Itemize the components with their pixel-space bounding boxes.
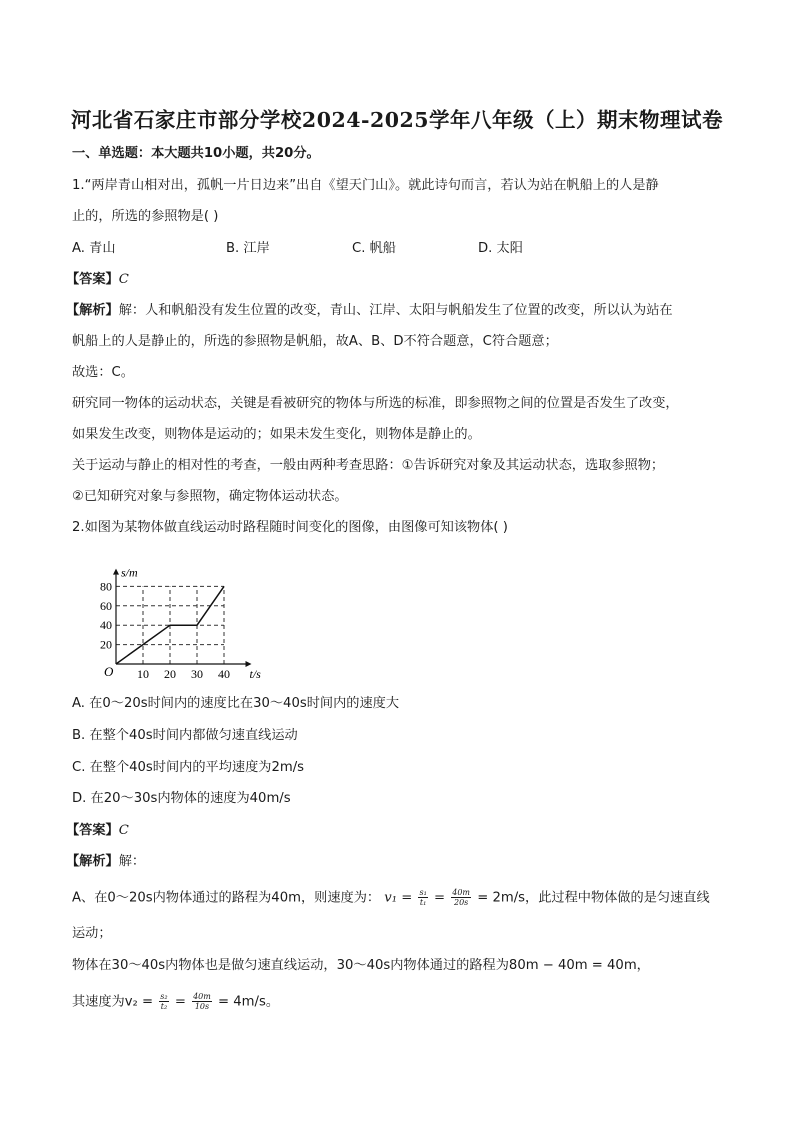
distance-time-chart <box>96 548 266 688</box>
q1-option-b: B. 江岸 <box>226 241 270 256</box>
y-axis-arrow <box>113 569 119 575</box>
analysis-intro: 解： <box>118 854 146 869</box>
q1-analysis-line5: 如果发生改变，则物体是运动的；如果未发生变化，则物体是静止的。 <box>72 427 481 442</box>
q2-analysis-a-line4: 其速度为v₂ = $\frac{\text{s₂}}{\text{t₂}}$ = $\frac{40m}{10s}$ = 4m/s。 <box>72 992 280 1011</box>
q1-analysis-line3: 故选：C。 <box>72 365 134 380</box>
analysis-text: A、在0～20s内物体通过的路程为40m，则速度为： <box>72 890 381 906</box>
q2-option-d: D. 在20～30s内物体的速度为40m/s <box>72 791 291 806</box>
q1-analysis-line2: 帆船上的人是静止的，所选的参照物是帆船，故A、B、D不符合题意，C符合题意； <box>72 334 558 349</box>
q1-answer <box>66 270 129 290</box>
analysis-tag: 【解析】 <box>66 854 119 869</box>
analysis-text: 其速度为v₂ = <box>72 994 154 1010</box>
q1-stem-line2: 止的，所选的参照物是( ) <box>72 209 219 224</box>
answer-value: C <box>118 823 129 838</box>
q1-option-d: D. 太阳 <box>478 241 523 256</box>
y-axis-label: s/m <box>121 565 138 580</box>
analysis-text: 解：人和帆船没有发生位置的改变，青山、江岸、太阳与帆船发生了位置的改变，所以认为站在 <box>118 303 673 318</box>
fraction-s2-t2: $\frac{\text{s₂}}{\text{t₂}}$ <box>160 992 168 1011</box>
x-tick-label: 20 <box>164 667 176 681</box>
x-axis-label: t/s <box>249 667 261 681</box>
q1-analysis-line4: 研究同一物体的运动状态，关键是看被研究的物体与所选的标准，即参照物之间的位置是否发生了改变， <box>72 396 679 411</box>
answer-tag: 【答案】 <box>66 272 119 287</box>
q2-stem: 2.如图为某物体做直线运动时路程随时间变化的图像，由图像可知该物体( ) <box>72 520 508 535</box>
fraction-40m-10s: $\frac{40m}{10s}$ <box>193 992 211 1011</box>
q2-analysis-a-line3: 物体在30～40s内物体也是做匀速直线运动，30～40s内物体通过的路程为80m − 40m = 40m， <box>72 958 650 973</box>
q1-option-c: C. 帆船 <box>352 241 396 256</box>
q1-option-a: A. 青山 <box>72 241 116 256</box>
q2-analysis-a-line2: 运动； <box>72 926 112 941</box>
q2-option-b: B. 在整个40s时间内都做匀速直线运动 <box>72 728 298 743</box>
q1-stem-line1: 1.“两岸青山相对出，孤帆一片日边来”出自《望天门山》。就此诗句而言，若认为站在帆船上的人是静 <box>72 178 659 193</box>
y-tick-label: 60 <box>100 598 112 613</box>
section-heading: 一、单选题：本大题共10小题，共20分。 <box>72 146 320 161</box>
analysis-tag: 【解析】 <box>66 303 119 318</box>
answer-tag: 【答案】 <box>66 823 119 838</box>
q2-answer <box>66 821 129 841</box>
y-tick-label: 40 <box>100 618 112 633</box>
q1-analysis-line7: ②已知研究对象与参照物，确定物体运动状态。 <box>72 489 348 504</box>
y-tick-label: 20 <box>100 637 112 652</box>
y-tick-label: 80 <box>100 579 112 594</box>
fraction-s1-t1: $\frac{\text{s₁}}{\text{t₁}}$ <box>419 888 427 907</box>
origin-label: O <box>104 664 114 679</box>
analysis-text: = 4m/s。 <box>218 994 280 1010</box>
analysis-text: = 2m/s，此过程中物体做的是匀速直线 <box>477 890 710 906</box>
q1-analysis-line1 <box>66 301 673 321</box>
q2-analysis-a-line1: A、在0～20s内物体通过的路程为40m，则速度为： v₁ = $\frac{\text{s₁}}{\text{t₁}}$ = $\frac{40m}{20s}$ = 2m/s，此过程中物体做的是匀速直线 <box>72 888 710 907</box>
x-tick-label: 40 <box>218 667 230 681</box>
x-tick-label: 10 <box>137 667 149 681</box>
chart-axes <box>113 569 252 667</box>
fraction-40m-20s: $\frac{40m}{20s}$ <box>452 888 471 907</box>
page-title: 河北省石家庄市部分学校2024-2025学年八年级（上）期末物理试卷 <box>70 108 724 132</box>
formula-v1: v₁ = <box>384 890 413 906</box>
q2-option-a: A. 在0～20s时间内的速度比在30～40s时间内的速度大 <box>72 696 400 711</box>
answer-value: C <box>118 272 129 287</box>
q1-analysis-line6: 关于运动与静止的相对性的考查，一般由两种考查思路：①告诉研究对象及其运动状态，选取参照物； <box>72 458 665 473</box>
q2-option-c: C. 在整个40s时间内的平均速度为2m/s <box>72 760 305 775</box>
x-tick-label: 30 <box>191 667 203 681</box>
q2-analysis-heading <box>66 852 145 872</box>
